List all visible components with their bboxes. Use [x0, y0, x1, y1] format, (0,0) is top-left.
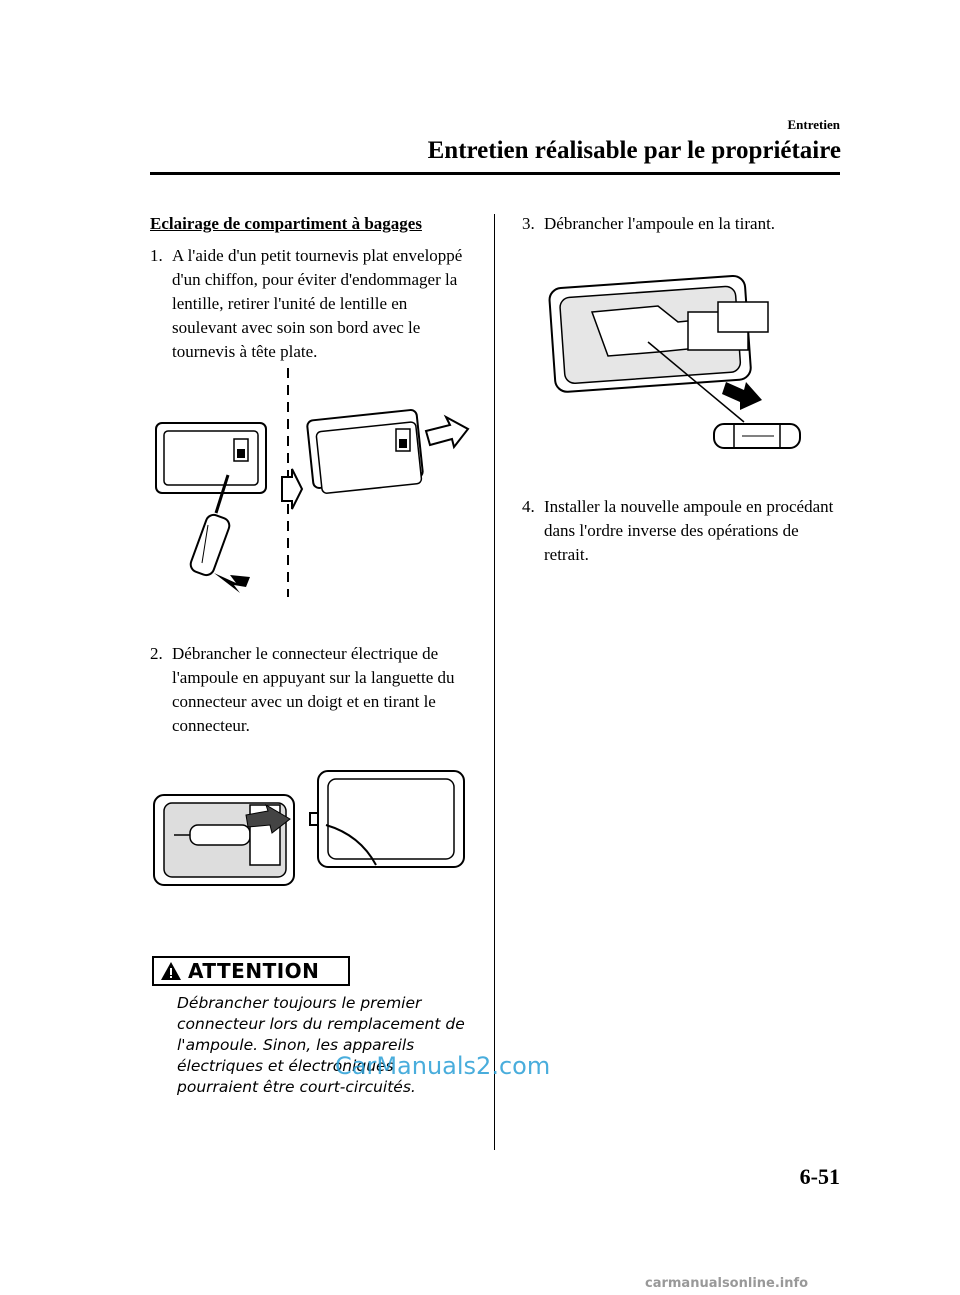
- step-number: 2.: [150, 644, 163, 663]
- subheading: Eclairage de compartiment à bagages: [150, 214, 422, 233]
- watermark: CarManuals2.com: [335, 1052, 551, 1080]
- step-3: [522, 212, 842, 236]
- page-title: Entretien réalisable par le propriétaire: [427, 137, 841, 164]
- connector-illustration: [150, 765, 470, 890]
- header-rule: [150, 172, 840, 175]
- right-column: [522, 212, 842, 236]
- left-column: [150, 212, 470, 364]
- step-text: Installer la nouvelle ampoule en procédant dans l'ordre inverse des opérations de retrait.: [544, 497, 834, 564]
- column-divider: [494, 214, 495, 1150]
- step-1: [150, 244, 470, 364]
- step-4: [522, 495, 842, 567]
- attention-text: Débrancher toujours le premier connecteur lors du remplacement de l'ampoule. Sinon, les appareils électriques et électroniques pourraient être court-circuités.: [177, 994, 465, 1096]
- step-2: [150, 642, 475, 738]
- step-number: 3.: [522, 214, 535, 233]
- footer-site-label: carmanualsonline.info: [645, 1276, 809, 1291]
- step-text: Débrancher l'ampoule en la tirant.: [544, 214, 776, 233]
- bulb-removal-illustration: [548, 272, 818, 467]
- step-number: 4.: [522, 497, 535, 516]
- section-label: Entretien: [787, 117, 840, 132]
- step-text: A l'aide d'un petit tournevis plat enveloppé d'un chiffon, pour éviter d'endommager la lentille, retirer l'unité de lentille en soulevant avec soin son bord avec le tournevis à tête plate.: [172, 246, 463, 361]
- attention-box: [152, 956, 350, 986]
- page-number: 6-51: [799, 1164, 840, 1189]
- step-number: 1.: [150, 246, 163, 265]
- warning-triangle-icon: [160, 961, 182, 981]
- lens-removal-illustration: [150, 365, 480, 600]
- attention-title: ATTENTION: [188, 959, 320, 983]
- step-text: Débrancher le connecteur électrique de l'ampoule en appuyant sur la languette du connecteur avec un doigt et en tirant le connecteur.: [172, 644, 455, 735]
